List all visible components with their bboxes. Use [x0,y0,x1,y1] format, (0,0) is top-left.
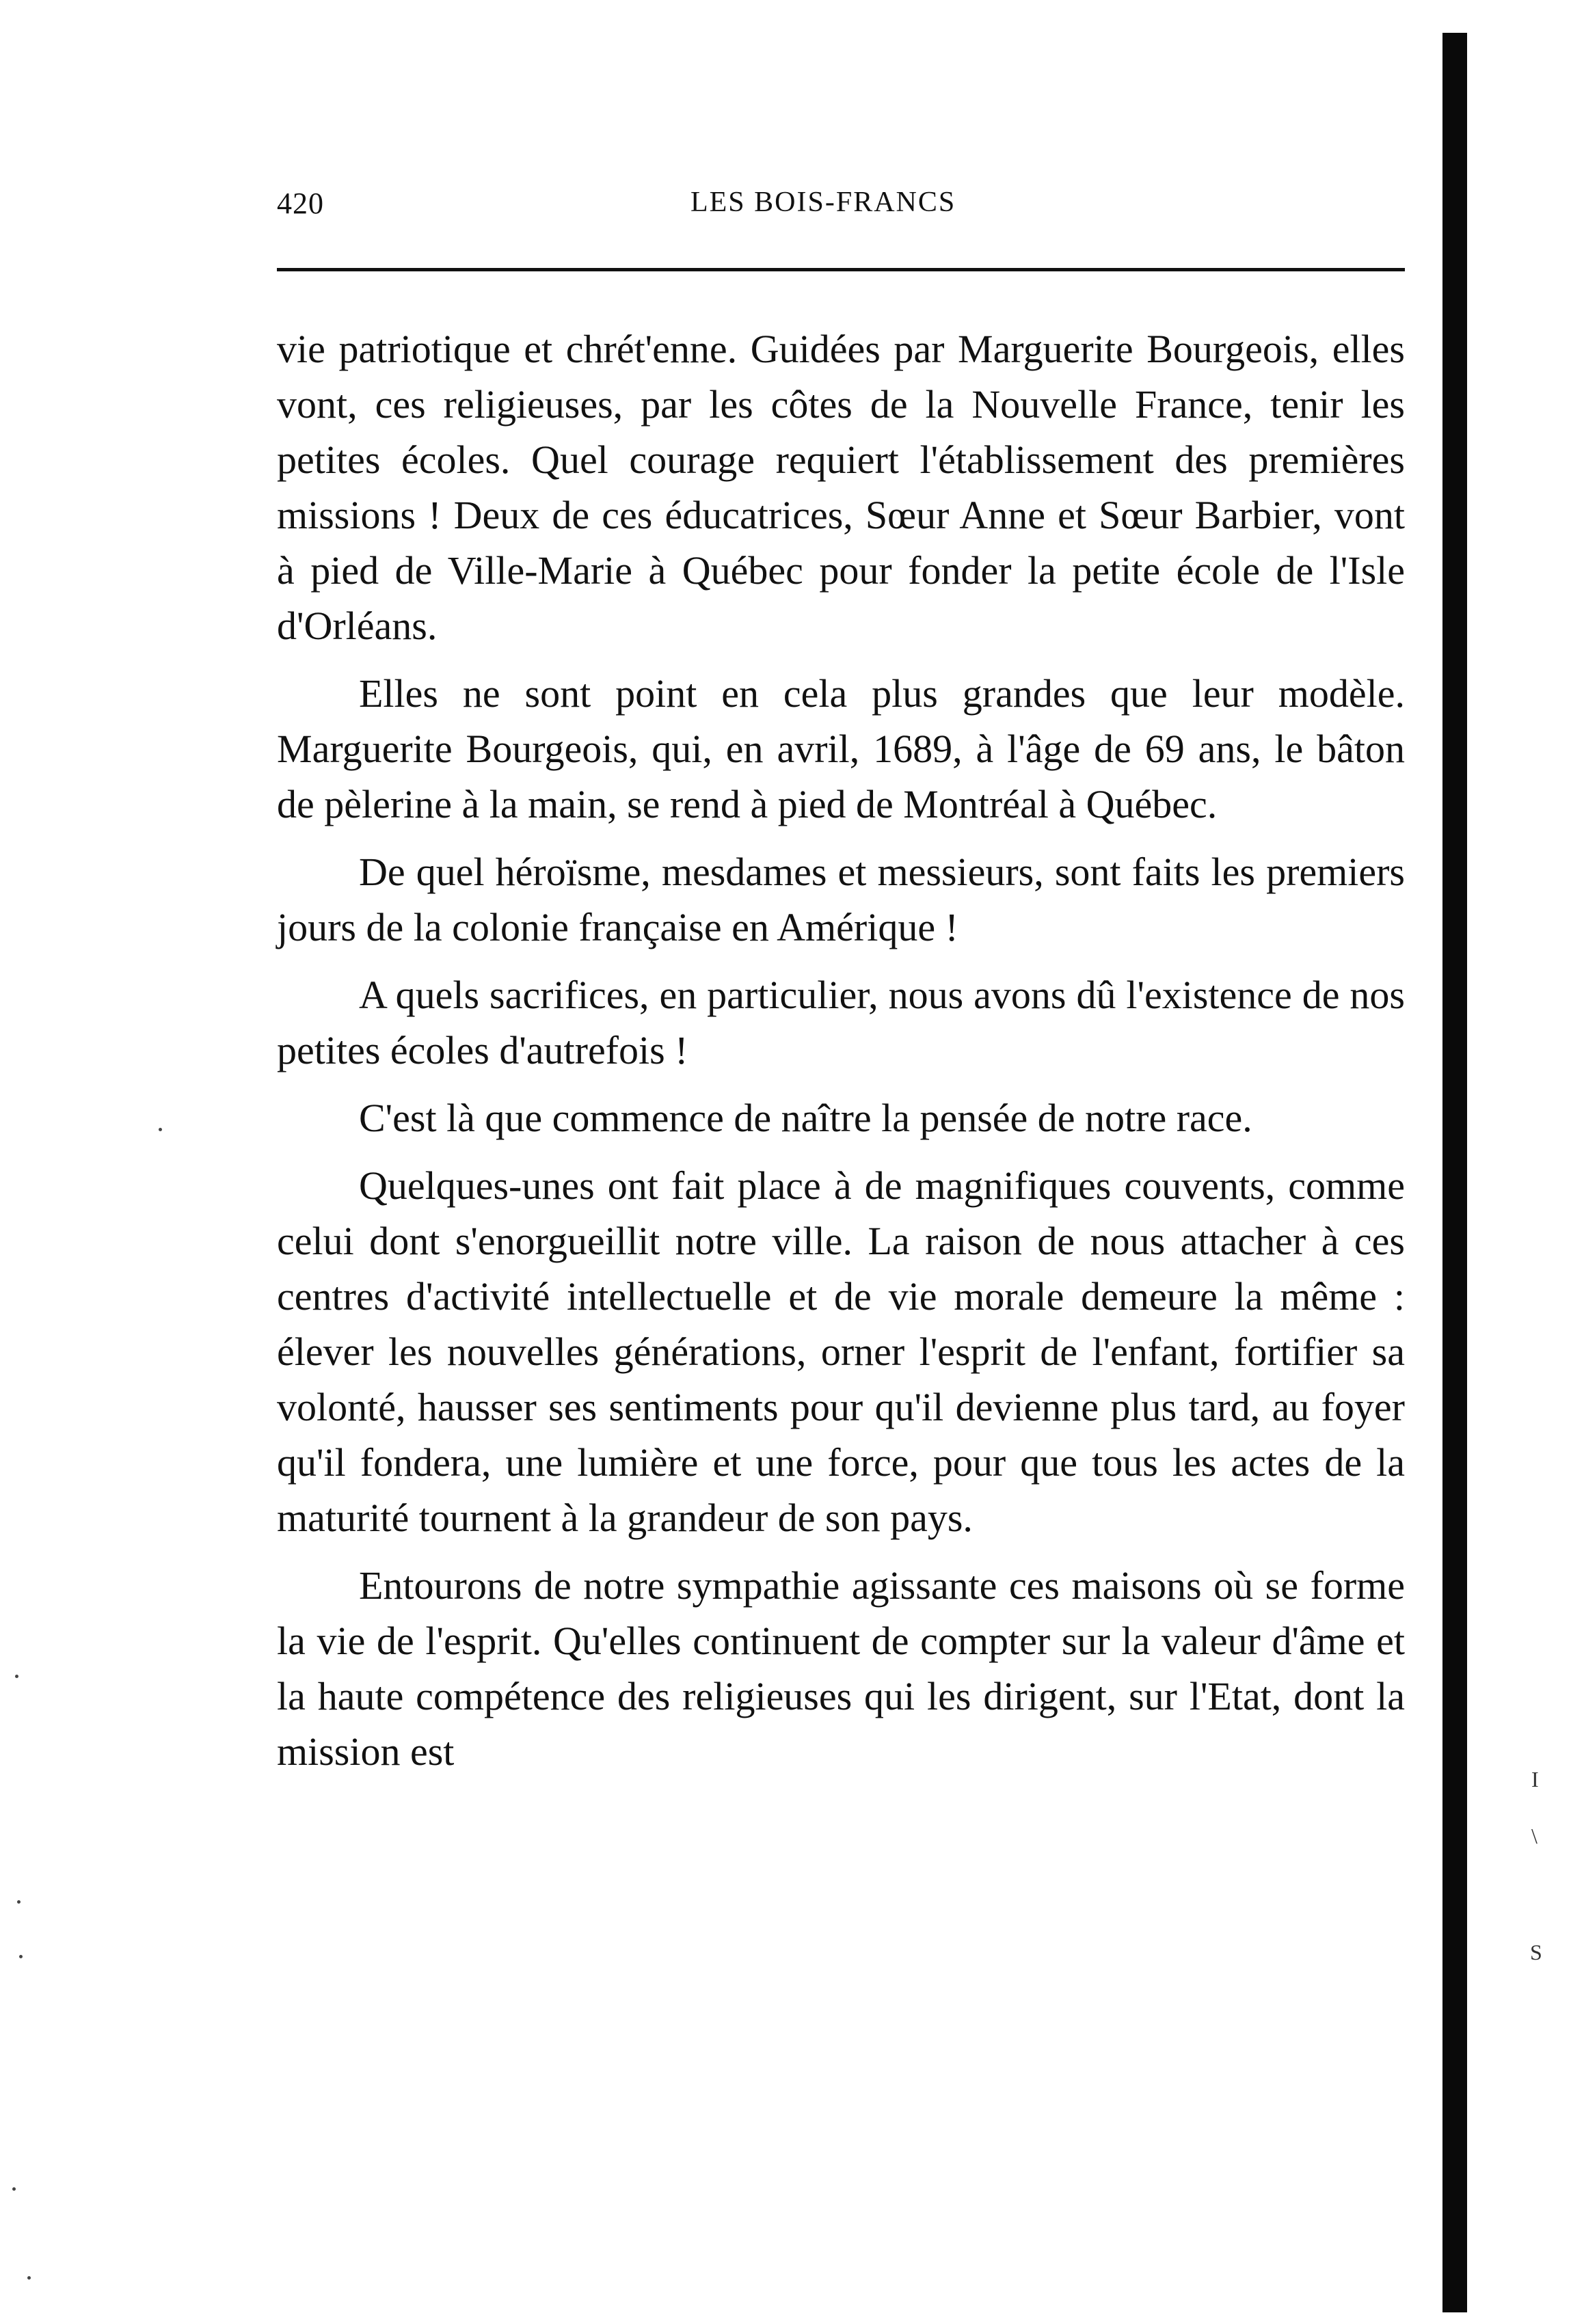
scan-speck [19,1955,23,1958]
scan-speck [17,1900,21,1904]
scan-speck [12,2187,16,2191]
page-number: 420 [277,187,324,220]
scan-speck [27,2276,31,2280]
paragraph: A quels sacrifices, en particulier, nous avons dû l'existence de nos petites écoles d'autrefois ! [277,973,1405,1072]
margin-mark: S [1530,1940,1542,1964]
paragraph: Entourons de notre sympathie agissante ces maisons où se forme la vie de l'esprit. Qu'elles continuent de compter sur la valeur d'âme et la haute compétence des religieuses qui les dirigent, sur l'Etat, dont la mission est [277,1563,1405,1774]
running-title: LES BOIS-FRANCS [690,187,956,218]
paragraph: Elles ne sont point en cela plus grandes que leur modèle. Marguerite Bourgeois, qui, en avril, 1689, à l'âge de 69 ans, le bâton de pèlerine à la main, se rend à pied de Montréal à Québec. [277,671,1405,826]
margin-mark: I [1531,1767,1539,1792]
margin-mark: \ [1531,1824,1538,1848]
paragraph: vie patriotique et chrét'enne. Guidées par Marguerite Bourgeois, elles vont, ces religieuses, par les côtes de la Nouvelle France, tenir les petites écoles. Quel courage requiert l'établissement des premières missions ! Deux de ces éducatrices, Sœur Anne et Sœur Barbier, vont à pied de Ville-Marie à Québec pour fonder la petite école de l'Isle d'Orléans. [277,327,1405,648]
paragraph: C'est là que commence de naître la pensée de notre race. [359,1096,1252,1140]
binding-edge [1442,33,1467,2312]
body-text [277,321,1405,1792]
scan-speck [15,1675,18,1678]
scan-speck [159,1128,162,1131]
header-rule [277,268,1405,271]
paragraph: Quelques-unes ont fait place à de magnifiques couvents, comme celui dont s'enorgueillit notre ville. La raison de nous attacher à ces centres d'activité intellectuelle et de vie morale demeure la même : élever les nouvelles générations, orner l'esprit de l'enfant, fortifier sa volonté, hausser ses sentiments pour qu'il devienne plus tard, au foyer qu'il fondera, une lumière et une force, pour que tous les actes de la maturité tournent à la grandeur de son pays. [277,1163,1405,1540]
paragraph: De quel héroïsme, mesdames et messieurs, sont faits les premiers jours de la colonie française en Amérique ! [277,850,1405,949]
